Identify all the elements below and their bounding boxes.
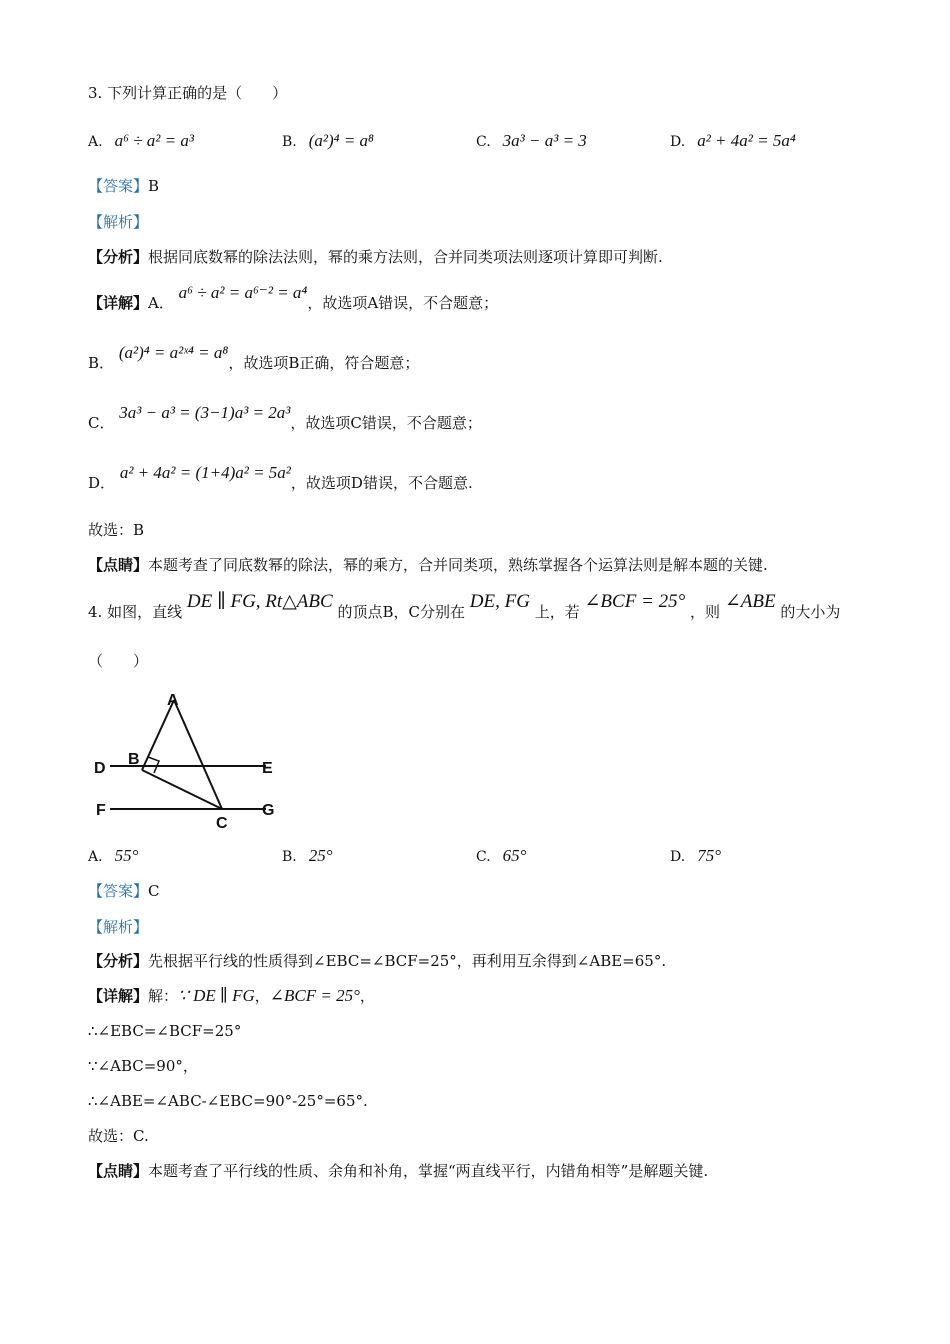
q3-stem: 3. 下列计算正确的是（ ） xyxy=(88,84,288,102)
q3-step-a: 【详解】A． a⁶ ÷ a² = a⁶⁻² = a⁴，故选项A错误，不合题意； xyxy=(88,283,499,312)
q3-option-d: D. a² + 4a² = 5a⁴ xyxy=(670,131,796,150)
q4-choose: 故选：C. xyxy=(88,1127,149,1145)
q4-option-c: C. 65° xyxy=(476,846,527,865)
q3-option-b: B. (a²)⁴ = a⁸ xyxy=(282,131,374,150)
q4-option-a: A. 55° xyxy=(88,846,139,865)
q3-fenxi: 【分析】根据同底数幂的除法法则，幂的乘方法则，合并同类项法则逐项计算即可判断. xyxy=(88,248,663,266)
q4-option-b: B. 25° xyxy=(282,846,333,865)
q3-analysis-tag: 【解析】 xyxy=(88,213,149,231)
q3-step-c: C． 3a³ − a³ = (3−1)a³ = 2a³，故选项C错误，不合题意； xyxy=(88,403,482,432)
q4-line-1: ∴∠EBC=∠BCF=25° xyxy=(88,1022,242,1040)
q4-answer: 【答案】C xyxy=(88,882,160,900)
label-e: E xyxy=(262,760,273,777)
q4-stem: 4. 如图，直线 DE ∥ FG, Rt△ABC 的顶点B，C分别在 DE, FG 上，若 ∠BCF = 25° ，则 ∠ABE 的大小为 xyxy=(88,591,841,621)
q4-line-3: ∴∠ABE=∠ABC-∠EBC=90°-25°=65°. xyxy=(88,1092,368,1110)
q3-step-b: B． (a²)⁴ = a²ˣ⁴ = a⁸，故选项B正确，符合题意； xyxy=(88,343,420,372)
segment-ac xyxy=(174,700,222,809)
label-d: D xyxy=(94,760,106,777)
q4-analysis-tag: 【解析】 xyxy=(88,918,149,936)
q4-xiangjie: 【详解】解：∵ DE ∥ FG，∠BCF = 25°， xyxy=(88,986,375,1005)
segment-bc xyxy=(142,770,222,809)
q4-line-2: ∵∠ABC=90°， xyxy=(88,1057,198,1075)
q3-dianjing: 【点睛】本题考查了同底数幂的除法，幂的乘方，合并同类项，熟练掌握各个运算法则是解本题的关键. xyxy=(88,556,768,574)
label-c: C xyxy=(216,815,228,832)
label-a: A xyxy=(167,692,179,709)
q3-answer: 【答案】B xyxy=(88,177,160,195)
segment-ab xyxy=(142,700,174,770)
q3-option-a: A. a⁶ ÷ a² = a³ xyxy=(88,131,194,150)
q4-dianjing: 【点睛】本题考查了平行线的性质、余角和补角，掌握“两直线平行，内错角相等”是解题关键. xyxy=(88,1162,709,1180)
label-g: G xyxy=(262,802,275,819)
q4-option-d: D. 75° xyxy=(670,846,721,865)
q3-option-c: C. 3a³ − a³ = 3 xyxy=(476,131,587,150)
label-f: F xyxy=(96,802,106,819)
q4-figure xyxy=(88,688,288,833)
label-b: B xyxy=(128,751,140,768)
q3-choose: 故选：B xyxy=(88,521,145,539)
q4-stem-paren: （ ） xyxy=(88,652,149,670)
q4-fenxi: 【分析】先根据平行线的性质得到∠EBC=∠BCF=25°，再利用互余得到∠ABE=65°. xyxy=(88,952,667,970)
q3-step-d: D． a² + 4a² = (1+4)a² = 5a²，故选项D错误，不合题意. xyxy=(88,463,473,492)
